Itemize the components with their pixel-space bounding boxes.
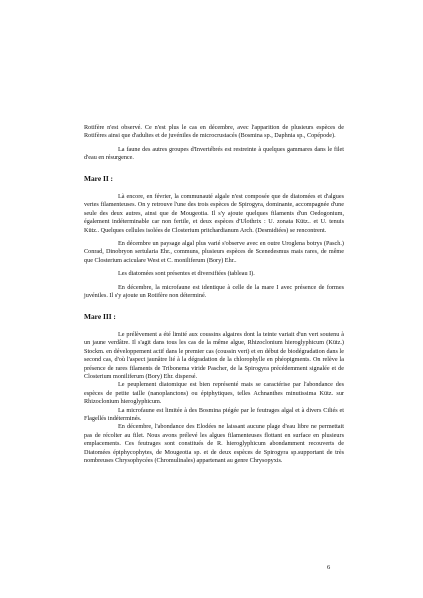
- paragraph: Rotifère n'est observé. Ce n'est plus le cas en décembre, avec l'apparition de plusieurs espèces de Rotifères ainsi que d'adultes et de juvéniles de microcrustacés (Bosmina sp., Daphnia sp., Copépode).: [84, 124, 344, 140]
- section-heading: Mare III :: [84, 311, 116, 321]
- paragraph: En décembre un paysage algal plus varié s'observe avec en outre Uroglena botrys (Pasch.) Conrad, Dinobryon sertularia Ehr., communs, plusieurs espèces de Scenedesmus mais rares, de même que Closterium aciculare West et C. moniliferum (Bory) Ehr..: [84, 240, 344, 264]
- paragraph: En décembre, la microfaune est identique à celle de la mare I avec présence de formes juvéniles. Il s'y ajoute un Rotifère non déterminé.: [84, 283, 344, 300]
- paragraph: La faune des autres groupes d'Invertébrés est restreinte à quelques gammares dans le filet d'eau en résurgence.: [84, 145, 344, 162]
- paragraph: En décembre, l'abondance des Elodées ne laissant aucune plage d'eau libre ne permettait pas de récolter au filet. Nous avons prélevé les algues filamenteuses flottant en surface en plusieurs emplacements. Ces feutrages sont constitués de R. hieroglyphicum abondamment recouverts de Diatomées épiphycophytes, de Mougeotia sp. et de deux espèces de Spirogyra sp.supportant de très nombreuses Chrysophycées (Chromulinales) appartenant au genre Chrysopyxis.: [84, 423, 344, 464]
- section-heading: Mare II :: [84, 173, 114, 183]
- document-body: [84, 124, 344, 465]
- paragraph: Le peuplement diatomique est bien représenté mais se caractérise par l'abondance des espèces de petite taille (nanoplanctons) ou épiphytiques, telles Achnanthes minutissima Kütz. sur Rhizoclonium hieroglyphicum.: [84, 381, 344, 406]
- paragraph: Le prélèvement a été limité aux coussins algaires dont la teinte variait d'un vert soutenu à un jaune verdâtre. Il s'agit dans tous les cas de la même algue, Rhizoclonium hieroglyphicum (Kütz.) Stockm. en développement actif dans le premier cas (coussin vert) et en début de biodégradation dans le second cas, d'où l'aspect jaunâtre lié à la dégradation de la chlorophylle en phéopigments. On relève la présence de rares filaments de Tribonema viride Pascher, de la Spirogyra précédemment signalée et de Closterium moniliferum (Bory) Ehr. dispersé.: [84, 330, 344, 380]
- paragraph: Là encore, en février, la communauté algale n'est composée que de diatomées et d'algues vertes filamenteuses. On y retrouve l'une des trois espèces de Spirogyra, dominante, accompagnée d'une seule des deux autres, ainsi que de Mougeotia. Il s'y ajoute quelques filaments d'un Oedogonium, également indéterminable car non fertile, et deux espèces d'Ulothrix : U. zonata Kütz.. et U. tenuis Kütz.. Quelques cellules isolées de Closterium pritchardianum Arch. (Desmidiées) se rencontrent.: [84, 193, 344, 234]
- paragraph: Les diatomées sont présentes et diversifiées (tableau I).: [118, 270, 255, 278]
- paragraph: La microfaune est limitée à des Bosmina piégée par le feutrages algal et à divers Ciliés et Flagellés indéterminés.: [84, 406, 344, 422]
- page-number: 6: [327, 564, 331, 571]
